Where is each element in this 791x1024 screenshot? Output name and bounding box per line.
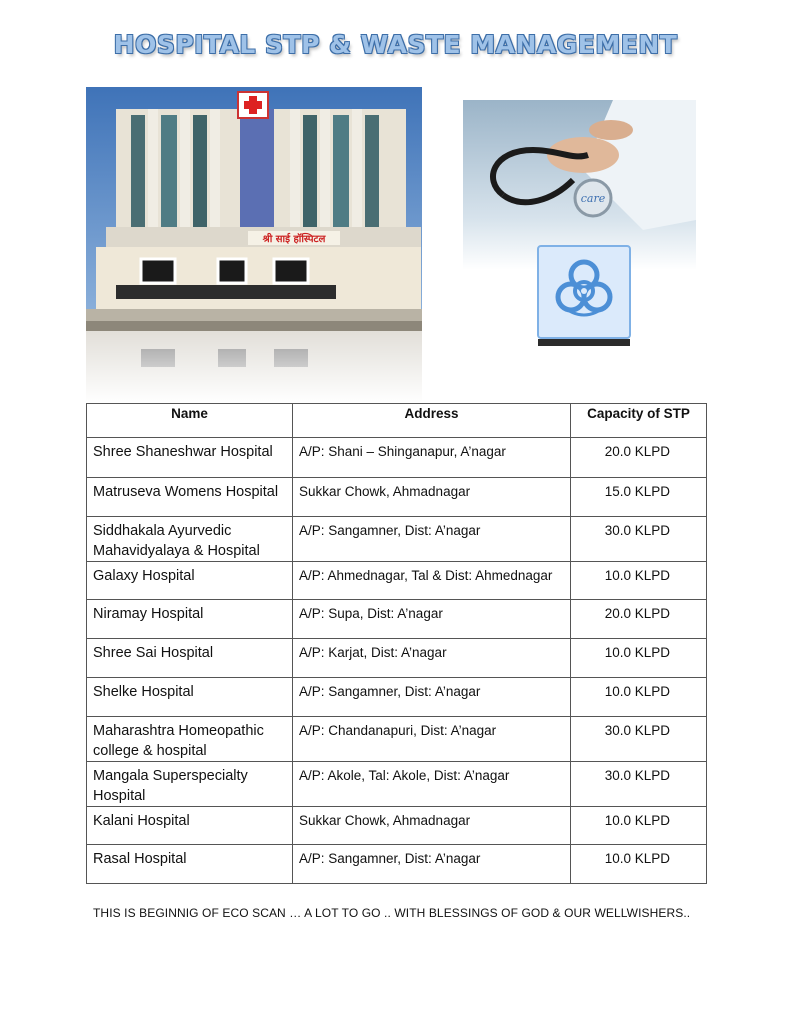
table-header-row <box>87 404 707 438</box>
table-row <box>87 639 707 678</box>
header-capacity: Capacity of STP <box>571 404 707 438</box>
table-row <box>87 600 707 639</box>
hospital-address: A/P: Karjat, Dist: A’nagar <box>293 639 571 678</box>
table-row <box>87 562 707 600</box>
hospital-name: Rasal Hospital <box>87 845 293 884</box>
hospital-name: Niramay Hospital <box>87 600 293 639</box>
stp-capacity: 30.0 KLPD <box>571 717 707 762</box>
table-row <box>87 678 707 717</box>
hospital-address: A/P: Sangamner, Dist: A’nagar <box>293 678 571 717</box>
header-name: Name <box>87 404 293 438</box>
hospital-name: Shree Sai Hospital <box>87 639 293 678</box>
table-row <box>87 845 707 884</box>
hospital-building-photo <box>86 87 422 403</box>
hospital-address: Sukkar Chowk, Ahmadnagar <box>293 807 571 845</box>
hospital-address: A/P: Sangamner, Dist: A’nagar <box>293 517 571 562</box>
table-row <box>87 762 707 807</box>
hospital-name: Maharashtra Homeopathic college & hospital <box>87 717 293 762</box>
hospital-name: Shree Shaneshwar Hospital <box>87 438 293 478</box>
hospital-name: Matruseva Womens Hospital <box>87 478 293 517</box>
hospital-address: A/P: Shani – Shinganapur, A’nagar <box>293 438 571 478</box>
hospital-address: A/P: Akole, Tal: Akole, Dist: A’nagar <box>293 762 571 807</box>
page-title: HOSPITAL STP & WASTE MANAGEMENT <box>113 30 678 59</box>
stp-capacity: 10.0 KLPD <box>571 845 707 884</box>
footer-note: THIS IS BEGINNIG OF ECO SCAN … A LOT TO GO .. WITH BLESSINGS OF GOD & OUR WELLWISHERS.. <box>93 906 691 920</box>
hospital-name: Siddhakala Ayurvedic Mahavidyalaya & Hospital <box>87 517 293 562</box>
stp-capacity: 10.0 KLPD <box>571 562 707 600</box>
hospital-address: Sukkar Chowk, Ahmadnagar <box>293 478 571 517</box>
stp-capacity: 10.0 KLPD <box>571 807 707 845</box>
stp-capacity: 10.0 KLPD <box>571 678 707 717</box>
hospital-sign-text: श्री साई हॉस्पिटल <box>262 234 326 245</box>
table-row <box>87 478 707 517</box>
care-tag-text: care <box>580 192 606 205</box>
table-row <box>87 717 707 762</box>
hospital-name: Galaxy Hospital <box>87 562 293 600</box>
header-address: Address <box>293 404 571 438</box>
hospital-address: A/P: Supa, Dist: A’nagar <box>293 600 571 639</box>
stp-capacity: 30.0 KLPD <box>571 517 707 562</box>
stp-capacity-table <box>86 403 707 884</box>
stp-capacity: 20.0 KLPD <box>571 600 707 639</box>
hospital-name: Shelke Hospital <box>87 678 293 717</box>
table-row <box>87 438 707 478</box>
stp-capacity: 10.0 KLPD <box>571 639 707 678</box>
stp-capacity: 30.0 KLPD <box>571 762 707 807</box>
hospital-address: A/P: Ahmednagar, Tal & Dist: Ahmednagar <box>293 562 571 600</box>
hospital-address: A/P: Chandanapuri, Dist: A’nagar <box>293 717 571 762</box>
table-row <box>87 517 707 562</box>
stp-capacity: 20.0 KLPD <box>571 438 707 478</box>
hospital-address: A/P: Sangamner, Dist: A’nagar <box>293 845 571 884</box>
biohazard-icon <box>537 245 631 347</box>
stp-capacity: 15.0 KLPD <box>571 478 707 517</box>
table-row <box>87 807 707 845</box>
hospital-name: Mangala Superspecialty Hospital <box>87 762 293 807</box>
hospital-name: Kalani Hospital <box>87 807 293 845</box>
